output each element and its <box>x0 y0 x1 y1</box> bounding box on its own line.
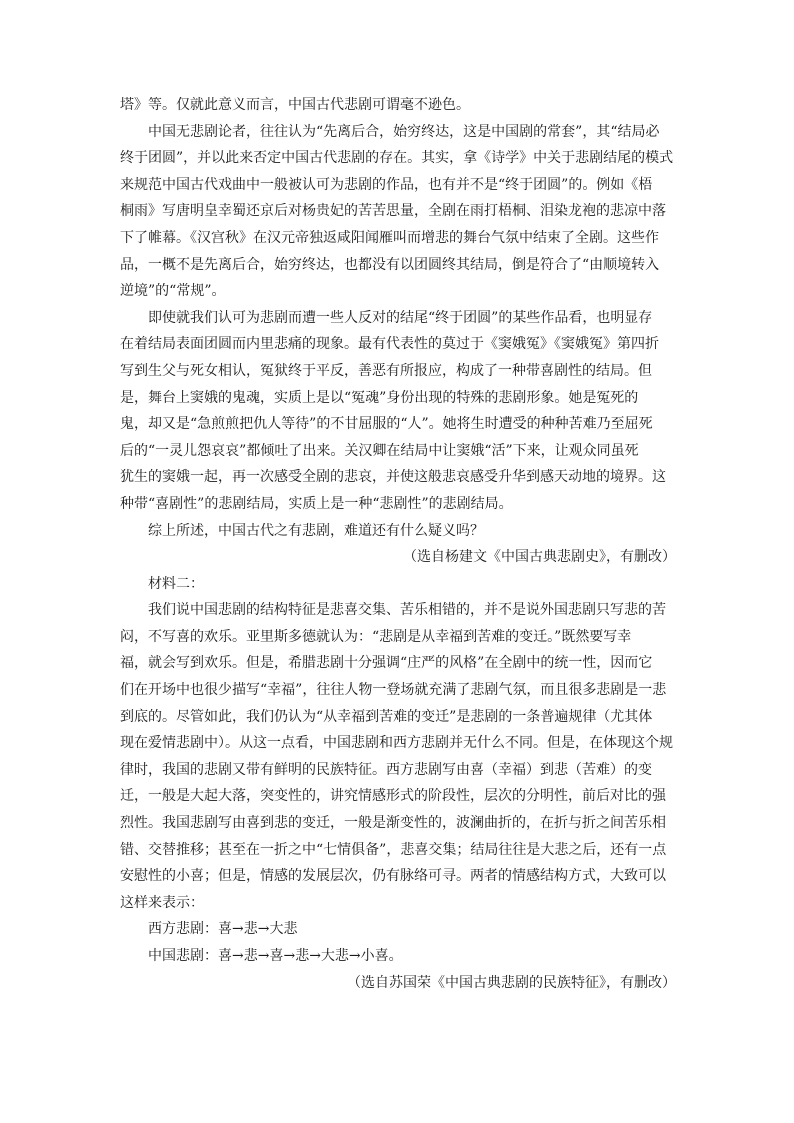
document-page <box>120 92 676 996</box>
text-line: 错、交替推移；甚至在一折之中“七情俱备”，悲喜交集；结局往往是大悲之后，还有一点 <box>120 841 667 858</box>
text-line: 鬼，却又是“急煎煎把仇人等待”的不甘屈服的“人”。她将生时遭受的种种苦难乃至屈死 <box>120 416 653 433</box>
text-line: 是，舞台上窦娥的鬼魂，实质上是以“冤魂”身份出现的特殊的悲剧形象。她是冤死的 <box>120 389 639 406</box>
text-line: 闷，不写喜的欢乐。亚里斯多德就认为：“悲剧是从幸福到苦难的变迁。”既然要写幸 <box>120 628 632 645</box>
paragraph-1 <box>120 119 676 305</box>
text-line: 中国无悲剧论者，往往认为“先离后合，始穷终达，这是中国剧的常套”，其“结局必 <box>148 123 660 140</box>
paragraph-3 <box>120 518 676 545</box>
formula-china: 中国悲剧：喜→悲→喜→悲→大悲→小喜。 <box>148 948 403 964</box>
paragraph-2 <box>120 305 676 518</box>
text-line: 这样来表示： <box>120 894 204 911</box>
text-line: 即使就我们认可为悲剧而遭一些人反对的结尾“终于团圆”的某些作品看，也明显存 <box>148 309 653 326</box>
text-line: 终于团圆”，并以此来否定中国古代悲剧的存在。其实，拿《诗学》中关于悲剧结尾的模式 <box>120 150 674 167</box>
text-line: 在着结局表面团圆而内里悲痛的现象。最有代表性的莫过于《窦娥冤》《窦娥冤》第四折 <box>120 336 659 353</box>
text-line: 福，就会写到欢乐。但是，希腊悲剧十分强调“庄严的风格”在全剧中的统一性，因而它 <box>120 655 653 672</box>
text-line: 综上所述，中国古代之有悲剧，难道还有什么疑义吗？ <box>148 522 484 539</box>
text-line: 烈性。我国悲剧写由喜到悲的变迁，一般是渐变性的，波澜曲折的，在折与折之间苦乐相 <box>120 815 666 832</box>
material-2-heading <box>120 571 676 598</box>
paragraph-4 <box>120 597 676 916</box>
text-line: 犹生的窦娥一起，再一次感受全剧的悲哀，并使这般悲哀感受升华到感天动地的境界。这 <box>120 469 666 486</box>
text-line: 现在爱情悲剧中）。从这一点看，中国悲剧和西方悲剧并无什么不同。但是，在体现这个规 <box>120 735 673 752</box>
section-label: 材料二： <box>148 575 204 592</box>
text-line: 种带“喜剧性”的悲剧结局，实质上是一种“悲剧性”的悲剧结局。 <box>120 495 513 512</box>
paragraph-0 <box>120 92 676 119</box>
text-line: 到底的。尽管如此，我们仍认为“从幸福到苦难的变迁”是悲剧的一条普遍规律（尤其体 <box>120 708 653 725</box>
formula-west: 西方悲剧：喜→悲→大悲 <box>148 921 298 938</box>
source-citation-2: （选自苏国荣《中国古典悲剧的民族特征》，有删改） <box>347 974 676 991</box>
text-line: 桐雨》写唐明皇幸蜀还京后对杨贵妃的苦苦思量，全剧在雨打梧桐、泪染龙袍的悲凉中落 <box>120 203 666 220</box>
text-line: 后的“一灵儿怨哀哀”都倾吐了出来。关汉卿在结局中让窦娥“活”下来，让观众同虽死 <box>120 442 639 459</box>
text-line: 我们说中国悲剧的结构特征是悲喜交集、苦乐相错的，并不是说外国悲剧只写悲的苦 <box>148 602 666 619</box>
text-line: 写到生父与死女相认，冤狱终于平反，善恶有所报应，构成了一种带喜剧性的结局。但 <box>120 362 652 379</box>
text-line: 们在开场中也很少描写“幸福”，往往人物一登场就充满了悲剧气氛，而且很多悲剧是一悲 <box>120 682 667 699</box>
text-line: 律时，我国的悲剧又带有鲜明的民族特征。西方悲剧写由喜（幸福）到悲（苦难）的变 <box>120 761 652 778</box>
text-line: 塔》等。仅就此意义而言，中国古代悲剧可谓毫不逊色。 <box>120 97 470 113</box>
text-line: 来规范中国古代戏曲中一般被认可为悲剧的作品，也有并不是“终于团圆”的。例如《梧 <box>120 176 653 193</box>
text-line: 安慰性的小喜；但是，情感的发展层次，仍有脉络可寻。两者的情感结构方式，大致可以 <box>120 868 666 885</box>
text-line: 下了帷幕。《汉宫秋》在汉元帝独返咸阳闻雁叫而增悲的舞台气氛中结束了全剧。这些作 <box>120 229 659 246</box>
source-citation-1: （选自杨建文《中国古典悲剧史》，有删改） <box>403 549 676 566</box>
text-line: 品，一概不是先离后合，始穷终达，也都没有以团圆终其结局，倒是符合了“由顺境转入 <box>120 256 660 273</box>
text-line: 迁，一般是大起大落，突变性的，讲究情感形式的阶段性，层次的分明性，前后对比的强 <box>120 788 666 805</box>
text-line: 逆境”的“常规”。 <box>120 283 226 300</box>
